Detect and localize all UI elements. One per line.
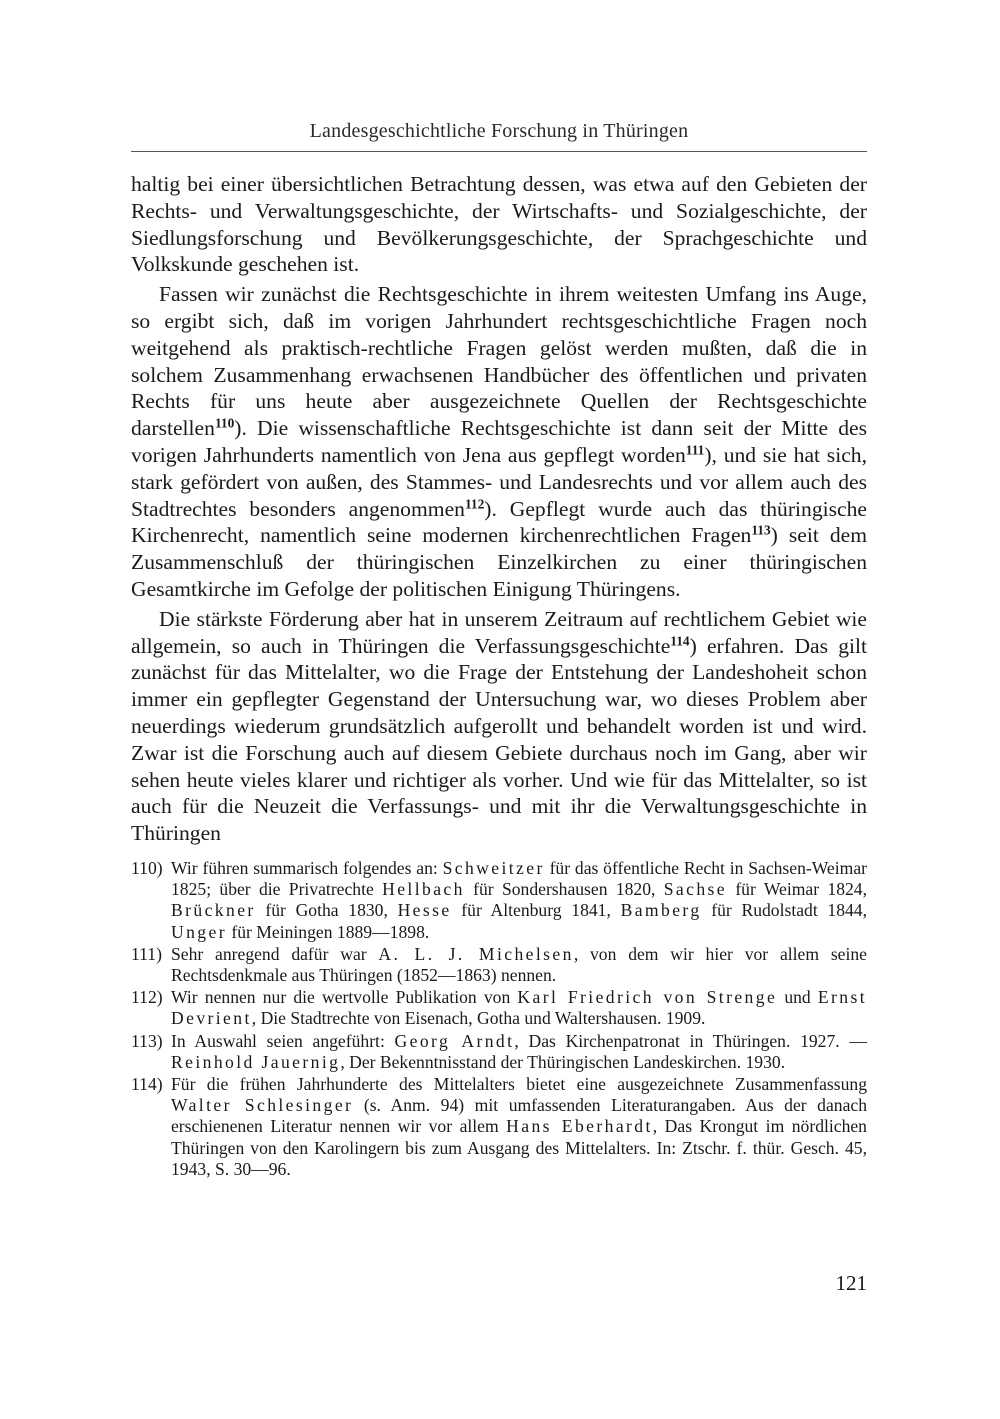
footnote-mark: 111) xyxy=(131,943,162,964)
author-name: Unger xyxy=(171,921,227,942)
author-name: Ernst Devrient xyxy=(171,987,868,1029)
footnote-mark: 110) xyxy=(131,858,163,878)
text-run: , Der Bekenntnisstand der Thüringischen Landeskirchen. 1930. xyxy=(340,1051,786,1072)
author-name: Brückner xyxy=(171,900,256,921)
author-name: Bamberg xyxy=(620,900,702,921)
text-run: für das öffentliche Recht in Sachsen-Weimar 1825; über die Privatrechte xyxy=(171,858,867,900)
footnote-113 xyxy=(131,1031,867,1073)
footnote-112 xyxy=(131,987,867,1029)
text-run: , Das Krongut im nördlichen Thüringen von den Karolingern bis zum Ausgang des Mittelalters. In: Ztschr. f. thür. Gesch. 45, 1943, S. 30—96. xyxy=(171,1116,867,1179)
text-run: , Die Stadtrechte von Eisenach, Gotha und Waltershausen. 1909. xyxy=(251,1008,706,1029)
text-run: In Auswahl seien angeführt: xyxy=(171,1030,395,1051)
text-run: für Gotha 1830, xyxy=(255,900,398,921)
footnote-mark: 114) xyxy=(131,1074,163,1095)
text-run: Wir führen summarisch folgendes an: xyxy=(171,858,443,878)
author-name: Karl Friedrich von Strenge xyxy=(517,987,778,1008)
footnotes xyxy=(131,858,867,1181)
running-head: Landesgeschichtliche Forschung in Thüringen xyxy=(309,120,689,142)
author-name: A. L. J. Michelsen xyxy=(378,943,574,964)
text-run: für Altenburg 1841, xyxy=(451,900,621,921)
author-name: Hesse xyxy=(397,900,452,921)
paragraph-1: haltig bei einer übersichtlichen Betrachtung dessen, was etwa auf den Gebieten der Rechts- und Verwaltungsgeschichte, der Wirtschafts- und Sozialgeschichte, der Siedlungsforschung und Bevölkerungsgeschichte, der Sprachgeschichte und Volkskunde geschehen ist. xyxy=(131,172,867,277)
text-run: ) erfahren. Das gilt zunächst für das Mittelalter, wo die Frage der Entstehung der Landeshoheit schon immer ein gepflegter Gegenstand der Untersuchung war, wo dieses Problem aber neuerdings wiederum grundsätzlich aufgerollt und behandelt worden ist und wird. Zwar ist die Forschung auch auf diesem Gebiete durchaus noch im Gang, aber wir sehen heute vieles klarer und richtiger als vorher. Und wie für das Mittelalter, so ist auch für die Neuzeit die Verfassungs- und mit ihr die Verwaltungsgeschichte in Thüringen xyxy=(131,633,867,846)
author-name: Schweitzer xyxy=(442,858,545,878)
footnote-ref-113[interactable]: 113 xyxy=(751,523,771,538)
text-run: , von dem wir hier vor allem seine Rechtsdenkmale aus Thüringen (1852—1863) nennen. xyxy=(171,943,867,986)
paragraph-2 xyxy=(131,281,867,603)
footnote-ref-111[interactable]: 111 xyxy=(685,442,705,458)
paragraph-3 xyxy=(131,606,867,847)
text-run: , Das Kirchenpatronat in Thüringen. 1927. — xyxy=(514,1030,867,1051)
footnote-mark: 112) xyxy=(131,987,163,1008)
page-number: 121 xyxy=(835,1271,867,1295)
text-run: ). Die wissenschaftliche Rechtsgeschichte ist dann seit der Mitte des vorigen Jahrhunderts namentlich von Jena aus gepflegt worden xyxy=(131,416,867,467)
text-run: Fassen wir zunächst die Rechtsgeschichte in ihrem weitesten Umfang ins Auge, so ergibt sich, daß im vorigen Jahrhundert rechtsgeschichtliche Fragen noch weitgehend als praktisch-rechtliche Fragen gelöst werden mußten, daß die in solchem Zusammenhang erwachsenen Handbücher des öffentlichen und privaten Rechts für uns heute aber ausgezeichnete Quellen der Rechtsgeschichte darstellen xyxy=(131,282,867,441)
book-page xyxy=(131,0,867,1419)
author-name: Hellbach xyxy=(382,879,465,900)
author-name: Walter Schlesinger xyxy=(171,1095,354,1116)
author-name: Sachse xyxy=(663,879,727,900)
footnote-ref-112[interactable]: 112 xyxy=(464,496,485,512)
text-run: für Rudolstadt 1844, xyxy=(701,900,867,921)
text-run: und xyxy=(777,987,818,1008)
header-rule xyxy=(131,151,867,152)
text-run: für Meiningen 1889—1898. xyxy=(226,921,430,942)
text-run: Die stärkste Förderung aber hat in unserem Zeitraum auf rechtlichem Gebiet wie allgemein, so auch in Thüringen die Verfassungsgeschichte xyxy=(131,606,867,658)
text-run: ). Gepflegt wurde auch das thüringische Kirchenrecht, namentlich seine modernen kirchenrechtlichen Fragen xyxy=(131,496,867,548)
author-name: Reinhold Jauernig xyxy=(171,1051,341,1072)
footnote-ref-114[interactable]: 114 xyxy=(670,633,690,649)
text-run: Für die frühen Jahrhunderte des Mittelalters bietet eine ausgezeichnete Zusammenfassung xyxy=(171,1074,867,1095)
footnote-110 xyxy=(131,858,867,943)
text-run: Sehr anregend dafür war xyxy=(171,943,379,964)
text-run: für Weimar 1824, xyxy=(727,879,867,900)
footnote-114 xyxy=(131,1074,867,1180)
text-run: Wir nennen nur die wertvolle Publikation von xyxy=(171,987,518,1008)
text-run: für Sondershausen 1820, xyxy=(464,879,664,900)
text-run: ) seit dem Zusammenschluß der thüringischen Einzelkirchen zu einer thüringischen Gesamtkirche im Gefolge der politischen Einigung Thüringens. xyxy=(131,523,868,601)
author-name: Hans Eberhardt xyxy=(506,1116,653,1137)
footnote-111 xyxy=(131,944,867,986)
author-name: Georg Arndt xyxy=(394,1030,515,1051)
main-text xyxy=(131,171,867,850)
text-run: ), und sie hat sich, stark gefördert von außen, des Stammes- und Landesrechts und vor allem auch des Stadtrechtes besonders angenommen xyxy=(131,442,867,521)
footnote-mark: 113) xyxy=(131,1030,163,1051)
text-run: (s. Anm. 94) mit umfassenden Literaturangaben. Aus der danach erschienenen Literatur nennen wir vor allem xyxy=(171,1095,867,1137)
footnote-ref-110[interactable]: 110 xyxy=(214,415,235,431)
